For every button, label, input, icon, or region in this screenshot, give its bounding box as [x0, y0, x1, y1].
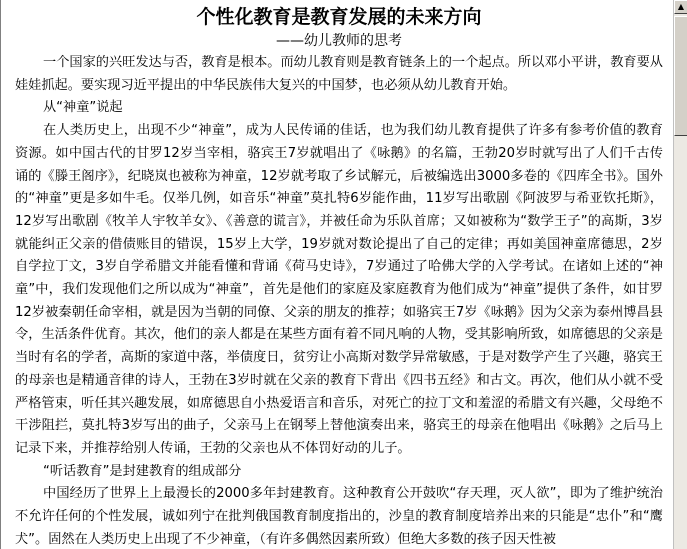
paragraph-intro: 一个国家的兴旺发达与否，教育是根本。而幼儿教育则是教育链条上的一个起点。所以邓小平讲，教育要从娃娃抓起。要实现习近平提出的中华民族伟大复兴的中国梦，也必须从幼儿教育开始。: [15, 55, 663, 93]
document-body: [1, 0, 673, 549]
page-title: 个性化教育是教育发展的未来方向: [196, 6, 482, 28]
section-heading-prodigy: 从“神童”说起: [43, 100, 123, 116]
page-subtitle: ——幼儿教师的思考: [276, 33, 402, 49]
paragraph-feudal: 中国经历了世界上上最漫长的2000多年封建教育。这种教育公开鼓吹“存天理，灭人欲”，即为了维护统治不允许任何的个性发展，诚如列宁在批判俄国教育制度指出的，沙皇的教育制度培养出来的只能是“忠仆”和“鹰犬”。固然在人类历史上出现了不少神童，（有许多偶然因素所致）但绝大多数的孩子因天性被: [15, 486, 663, 547]
vertical-scrollbar[interactable]: [673, 0, 687, 549]
section-heading-obedience: “听话教育”是封建教育的组成部分: [43, 463, 242, 479]
scroll-up-icon[interactable]: ▲: [674, 0, 687, 14]
paragraph-prodigy: 在人类历史上，出现不少“神童”，成为人民传诵的佳话，也为我们幼儿教育提供了许多有参考价值的教育资源。如中国古代的甘罗12岁当宰相，骆宾王7岁就唱出了《咏鹅》的名篇，王勃20岁时就写出了人们千古传诵的《滕王阁序》，纪晓岚也被称为神童，12岁就考取了乡试解元，后被编选出3000多卷的《四库全书》。国外的“神童”更是多如牛毛。仅举几例，如音乐“神童”莫扎特6岁能作曲，11岁写出歌剧《阿波罗与希亚钦托斯》，12岁写出歌剧《牧羊人宇牧羊女》、《善意的谎言》，并被任命为乐队首席；又如被称为“数学王子”的高斯，3岁就能纠正父亲的借债账目的错误，15岁上大学，19岁就对数论提出了自己的定律；再如美国神童席德思，2岁自学拉丁文，3岁自学希腊文并能看懂和背诵《荷马史诗》，7岁通过了哈佛大学的入学考试。在诸如上述的“神童”中，我们发现他们之所以成为“神童”，首先是他们的家庭及家庭教育为他们成为“神童”提供了条件，如甘罗12岁被秦朝任命宰相，就是因为当朝的同僚、父亲的朋友的推荐；如骆宾王7岁《咏鹅》因为父亲为泰州博昌县令，生活条件优育。其次，他们的亲人都是在某些方面有着不同凡响的人物，受其影响所致，如席德思的父亲是当时有名的学者，高斯的家道中落，举债度日，贫穷让小高斯对数学异常敏感，于是对数学产生了兴趣，骆宾王的母亲也是精通音律的诗人，王勃在3岁时就在父亲的教育下背出《四书五经》和古文。再次，他们从小就不受严格管束，听任其兴趣发展，如席德思自小热爱语言和音乐，对死亡的拉丁文和羞涩的希腊文有兴趣，父母绝不干涉阻拦，莫扎特3岁写出的曲子，父亲马上在钢琴上替他演奏出来，骆宾王的母亲在他唱出《咏鹅》之后马上记录下来，并推荐给别人传诵，王勃的父亲也从不体罚好动的儿子。: [15, 123, 663, 456]
scroll-thumb[interactable]: [674, 16, 687, 136]
